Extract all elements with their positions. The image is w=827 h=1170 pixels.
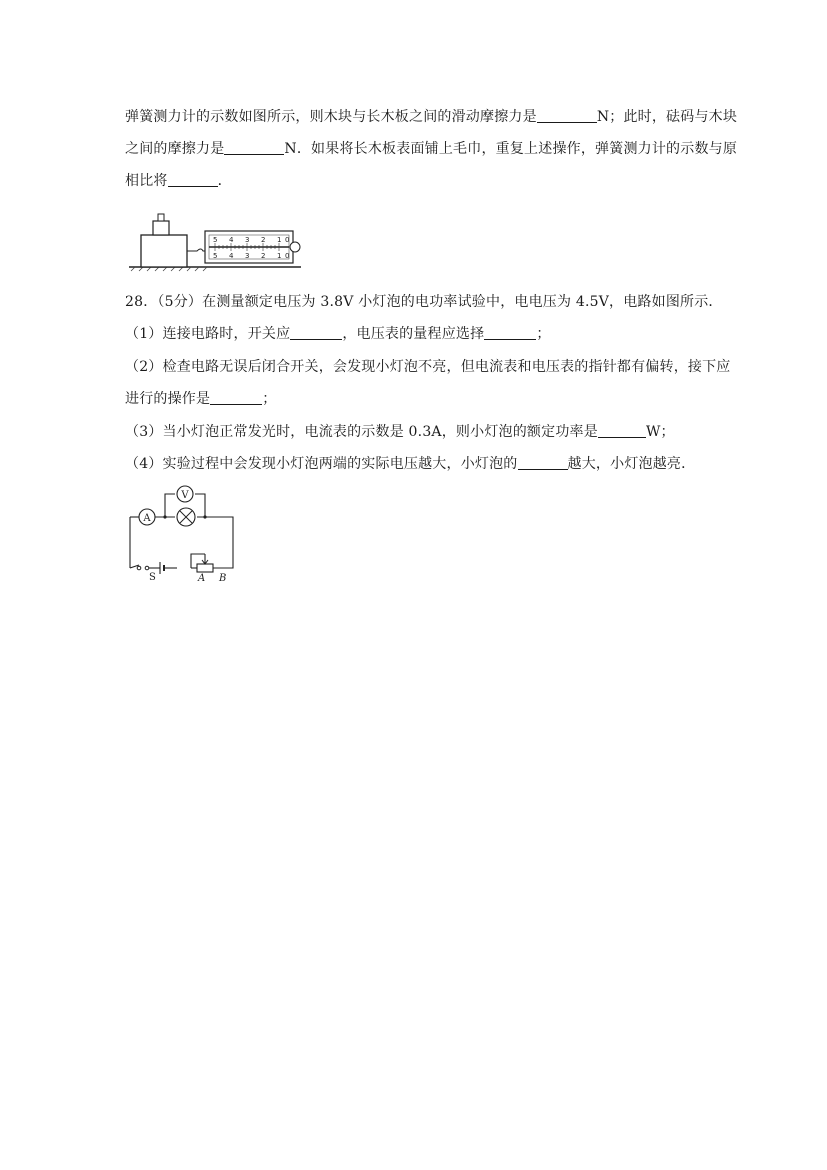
q28-text: W； (645, 424, 675, 440)
q28-text: ； (536, 326, 551, 342)
q28-part-1 (125, 325, 551, 343)
q28-text: 进行的操作是 (125, 391, 211, 407)
q28-part-3 (125, 423, 675, 441)
answer-blank[interactable] (484, 325, 536, 340)
q28-text: （4）实验过程中会发现小灯泡两端的实际电压越大，小灯泡的 (125, 456, 518, 472)
scale-label: 5 (213, 252, 218, 260)
q27-text: 弹簧测力计的示数如图所示，则木块与长木板之间的滑动摩擦力是 (125, 109, 537, 125)
voltmeter-label: V (181, 490, 189, 501)
q28-header: 28．（5分）在测量额定电压为 3.8V 小灯泡的电功率试验中，电电压为 4.5V，电路如图所示． (125, 294, 723, 310)
scale-label: 2 (261, 252, 266, 260)
scale-label: 3 (245, 236, 250, 244)
scale-label: 1 (277, 252, 282, 260)
answer-blank[interactable] (598, 423, 646, 438)
q28-part-4 (125, 455, 695, 473)
terminal-a-label: A (198, 573, 206, 584)
q28-text: （1）连接电路时，开关应 (125, 326, 291, 342)
string (187, 249, 207, 251)
q27-text: N；此时，砝码与木块 (596, 109, 738, 125)
q27-text: 相比将 (125, 173, 168, 189)
q28-text: ； (262, 391, 277, 407)
q27-line-2 (125, 140, 737, 158)
q28-text: 越大，小灯泡越亮． (567, 456, 696, 472)
q28-part-2: （2）检查电路无误后闭合开关，会发现小灯泡不亮，但电流表和电压表的指针都有偏转，接下应 (125, 359, 731, 375)
answer-blank[interactable] (224, 140, 284, 155)
weight-knob (158, 214, 164, 221)
scale-label: 4 (229, 252, 234, 260)
answer-blank[interactable] (518, 455, 568, 470)
ammeter-label: A (143, 513, 151, 524)
q27-text: 之间的摩擦力是 (125, 141, 225, 157)
scale-label: 2 (261, 236, 266, 244)
q28-part-2-cont (125, 390, 276, 408)
junction-dot (163, 515, 166, 518)
scale-label: 0 (285, 252, 290, 260)
answer-blank[interactable] (168, 172, 218, 187)
scale-ring (290, 242, 300, 252)
scale-label: 5 (213, 236, 218, 244)
wooden-block (141, 235, 187, 267)
q28-text: （3）当小灯泡正常发光时，电流表的示数是 0.3A，则小灯泡的额定功率是 (125, 424, 598, 440)
q27-line-3 (125, 172, 232, 190)
scale-label: 0 (285, 236, 290, 244)
junction-dot (203, 515, 206, 518)
friction-experiment-figure (125, 205, 305, 275)
scale-label: 3 (245, 252, 250, 260)
q27-line-1 (125, 108, 737, 126)
weight (153, 221, 169, 235)
answer-blank[interactable] (290, 325, 342, 340)
answer-blank[interactable] (210, 390, 262, 405)
scale-label: 1 (277, 236, 282, 244)
q28-text: ，电压表的量程应选择 (342, 326, 485, 342)
switch-label: S (149, 572, 156, 583)
terminal-b-label: B (219, 573, 227, 584)
rheostat-icon (197, 564, 213, 572)
scale-label: 4 (229, 236, 234, 244)
answer-blank[interactable] (537, 108, 597, 123)
q27-text: N．如果将长木板表面铺上毛巾，重复上述操作，弹簧测力计的示数与原 (284, 141, 738, 157)
q27-text: ． (217, 173, 232, 189)
circuit-diagram (125, 480, 240, 584)
switch-icon (137, 566, 141, 570)
